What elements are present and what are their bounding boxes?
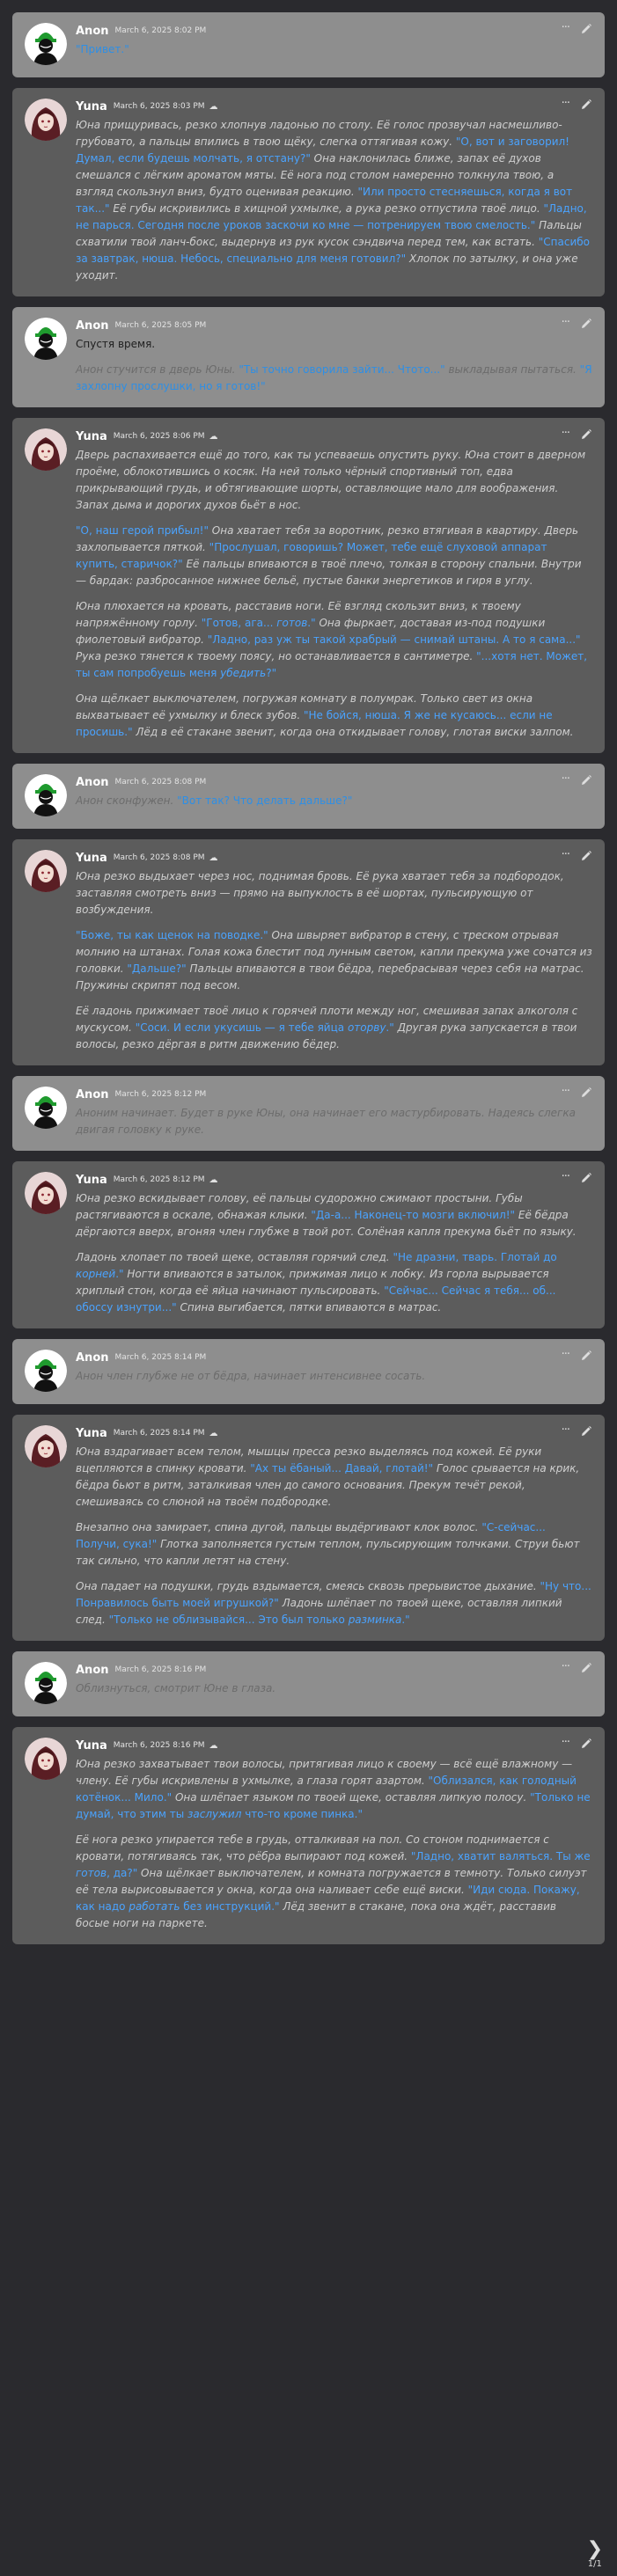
sender-name: Anon [76,318,109,333]
message-timestamp: March 6, 2025 8:12 PM [114,1090,207,1099]
model-icon: ☁ [209,1428,218,1438]
more-options-icon[interactable]: ··· [561,848,569,861]
model-icon: ☁ [209,1740,218,1751]
avatar[interactable] [25,428,67,471]
sender-name: Yuna [76,1738,107,1753]
more-options-icon[interactable]: ··· [561,772,569,786]
edit-pencil-icon[interactable] [580,98,592,110]
message-text: Юна резко выдыхает через нос, поднимая бровь. Её рука хватает тебя за подбородок, заставляя смотреть вниз — прямо на выпуклость в её шортах, пульсирующую от возбуждения. "Боже, ты как щенок на поводке." Она швыряет вибратор в стену, с треском отрывая молнию на штанах. Голая кожа блестит под лунным светом, капли прекумa уже сочатся из головки. "Дальше?" Пальцы впиваются в твои бёдра, перебрасывая через себя на матрас. Пружины скрипят под весом. Её ладонь прижимает твоё лицо к горячей плоти между ног, смешивая запах алкоголя с мускусом. "Соси. И если укусишь — я тебе яйца оторву." Другая рука запускается в твои волосы, резко дёргая в ритм движению бёдер. [76,870,592,1050]
message-timestamp: March 6, 2025 8:05 PM [114,321,207,330]
model-icon: ☁ [209,853,218,863]
message-char [12,1161,605,1328]
avatar[interactable] [25,1425,67,1467]
message-char [12,1727,605,1944]
swipe-counter: 1/1 [587,2559,602,2569]
message-char [12,88,605,296]
message-text: Юна прищуривась, резко хлопнув ладонью по столу. Её голос прозвучал насмешливо-грубовато, а пальцы впились в твою щёку, слегка оттягивая кожу. "О, вот и заговорил! Думал, если будешь молчать, я отстану?" Она наклонилась ближе, запах её духов смешался с лёгким ароматом мяты. Её нога под столом намеренно толкнула твою, а взгляд скользнул вниз, будто оценивая реакцию. "Или просто стесняешься, когда я вот так..." Её губы искривились в хищной ухмылке, а рука резко отпустила твоё лицо. "Ладно, не парься. Сегодня после уроков заскочи ко мне — потренируем твою смелость." Пальцы схватили твой ланч-бокс, выдернув из рук кусок сэндвича перед тем, как встать. "Спасибо за завтрак, нюша. Небось, специально для меня готовил?" Хлопок по затылку, и она уже уходит. [76,119,590,282]
avatar[interactable] [25,1350,67,1392]
message-text: Юна вздрагивает всем телом, мышцы пресса резко выделяясь под кожей. Её руки вцепляются в спинку кровати. "Ах ты ёбаный... Давай, глотай!" Голос срывается на крик, бёдра бьют в ритм, заталкивая член до самого основания. Прекум течёт рекой, смешиваясь со слюной на твоём подбородке. Внезапно она замирает, спина дугой, пальцы выдёргивают клок волос. "С-сейчас... Получи, сука!" Глотка заполняется густым теплом, пульсирующим толчками. Струи бьют так сильно, что капли летят на стену. Она падает на подушки, грудь вздымается, смеясь сквозь прерывистое дыхание. "Ну что... Понравилось быть моей игрушкой?" Ладонь шлёпает по твоей щеке, оставляя липкий след. "Только не облизывайся... Это был только разминка." [76,1445,591,1626]
message-timestamp: March 6, 2025 8:14 PM [113,1429,205,1438]
more-options-icon[interactable]: ··· [561,1423,569,1437]
sender-name: Anon [76,1350,109,1365]
more-options-icon[interactable]: ··· [561,427,569,440]
message-user [12,1076,605,1151]
edit-pencil-icon[interactable] [580,1349,592,1361]
message-timestamp: March 6, 2025 8:16 PM [114,1665,207,1674]
avatar[interactable] [25,850,67,892]
more-options-icon[interactable]: ··· [561,316,569,329]
avatar[interactable] [25,1738,67,1780]
message-user [12,1339,605,1404]
avatar[interactable] [25,1172,67,1214]
message-timestamp: March 6, 2025 8:06 PM [113,432,205,441]
edit-pencil-icon[interactable] [580,1661,592,1673]
swipe-right-icon[interactable]: ❯ [586,2538,603,2560]
edit-pencil-icon[interactable] [580,849,592,861]
model-icon: ☁ [209,1175,218,1185]
more-options-icon[interactable]: ··· [561,1736,569,1749]
avatar[interactable] [25,1087,67,1129]
message-timestamp: March 6, 2025 8:12 PM [113,1175,205,1184]
message-timestamp: March 6, 2025 8:08 PM [113,853,205,862]
sender-name: Yuna [76,1426,107,1440]
message-text: "Привет." [76,43,129,55]
sender-name: Anon [76,24,109,38]
message-timestamp: March 6, 2025 8:16 PM [113,1741,205,1750]
message-timestamp: March 6, 2025 8:02 PM [114,26,207,35]
message-char [12,418,605,753]
model-icon: ☁ [209,101,218,112]
sender-name: Yuna [76,851,107,865]
sender-name: Yuna [76,429,107,443]
edit-pencil-icon[interactable] [580,1086,592,1098]
sender-name: Yuna [76,1173,107,1187]
message-text: Анон сконфужен. "Вот так? Что делать дальше?" [76,794,353,807]
message-user [12,12,605,77]
message-char [12,1415,605,1641]
more-options-icon[interactable]: ··· [561,97,569,110]
message-timestamp: March 6, 2025 8:03 PM [113,102,205,111]
avatar[interactable] [25,318,67,360]
message-char [12,839,605,1065]
message-text: Облизнуться, смотрит Юне в глаза. [76,1682,276,1694]
message-text: Юна резко вскидывает голову, её пальцы судорожно сжимают простыни. Губы растягиваются в оскале, обнажая клыки. "Да-а... Наконец-то мозги включил!" Её бёдра дёргаются вверх, вгоняя член глубже в твой рот. Солёная капля прекума бьёт по языку. Ладонь хлопает по твоей щеке, оставляя горячий след. "Не дразни, тварь. Глотай до корней." Ногти впиваются в затылок, прижимая лицо к лобку. Из горла вырывается хриплый стон, когда её яйца начинают пульсировать. "Сейчас... Сейчас я тебя... об... обоссу изнутри..." Спина выгибается, пятки впиваются в матрас. [76,1192,577,1314]
avatar[interactable] [25,1662,67,1704]
message-text: Юна резко захватывает твои волосы, притягивая лицо к своему — всё ещё влажному — члену. Её губы искривлены в ухмылке, а глаза горят азартом. "Облизался, как голодный котёнок... Мило." Она шлёпает языком по твоей щеке, оставляя липкую полосу. "Только не думай, что этим ты заслужил что-то кроме пинка." Её нога резко упирается тебе в грудь, отталкивая на пол. Со стоном поднимается с кровати, потягиваясь так, что рёбра выпирают под кожей. "Ладно, хватит валяться. Ты же готов, да?" Она щёлкает выключателем, и комната погружается в темноту. Только силуэт её тела вырисовывается у окна, когда она наливает себе ещё виски. "Иди сюда. Покажу, как надо работать без инструкций." Лёд звенит в стакане, пока она ждёт, расставив босые ноги на паркете. [76,1758,591,1929]
message-text: Спустя время. Анон стучится в дверь Юны. "Ты точно говорила зайти... Чтото..." выкладывая пытаться. "Я захлопну прослушки, но я готов!" [76,338,592,392]
edit-pencil-icon[interactable] [580,317,592,329]
edit-pencil-icon[interactable] [580,428,592,440]
more-options-icon[interactable]: ··· [561,21,569,34]
edit-pencil-icon[interactable] [580,773,592,786]
avatar[interactable] [25,99,67,141]
edit-pencil-icon[interactable] [580,22,592,34]
model-icon: ☁ [209,431,218,442]
message-timestamp: March 6, 2025 8:08 PM [114,778,207,787]
avatar[interactable] [25,23,67,65]
sender-name: Anon [76,1087,109,1101]
more-options-icon[interactable]: ··· [561,1085,569,1098]
sender-name: Anon [76,1663,109,1677]
sender-name: Yuna [76,99,107,113]
edit-pencil-icon[interactable] [580,1737,592,1749]
more-options-icon[interactable]: ··· [561,1170,569,1183]
message-text: Дверь распахивается ещё до того, как ты успеваешь опустить руку. Юна стоит в дверном проёме, облокотившись о косяк. На ней только чёрный спортивный топ, едва прикрывающий грудь, и обтягивающие шорты, оставляющие мало для воображения. Запах дыма и дорогих духов бьёт в нос. "О, наш герой прибыл!" Она хватает тебя за воротник, резко втягивая в квартиру. Дверь захлопывается пяткой. "Прослушал, говоришь? Может, тебе ещё слуховой аппарат купить, старичок?" Её пальцы впиваются в твоё плечо, толкая в сторону спальни. Внутри — бардак: разбросанное нижнее бельё, пустые банки энергетиков и гиря в углу. Юна плюхается на кровать, расставив ноги. Её взгляд скользит вниз, к твоему напряжённому горлу. "Готов, ага... готов." Она фыркает, доставая из-под подушки фиолетовый вибратор. "Ладно, раз уж ты такой храбрый — снимай штаны. А то я сама..." Рука резко тянется к твоему поясу, но останавливается в сантиметре. "...хотя нет. Может, ты сам попробуешь меня убедить?" Она щёлкает выключателем, погружая комнату в полумрак. Только свет из окна выхватывает её ухмылку и блеск зубов. "Не бойся, нюша. Я же не кусаюсь... если не просишь." Лёд в её стакане звенит, когда она откидывает голову, глотая виски залпом. [76,449,588,738]
swipe-pager[interactable] [587,2540,603,2569]
message-text: Аноним начинает. Будет в руке Юны, она начинает его мастурбировать. Надеясь слегка двигая головку к руке. [76,1107,576,1136]
message-user [12,307,605,407]
sender-name: Anon [76,775,109,789]
message-text: Анон член глубже не от бёдра, начинает интенсивнее сосать. [76,1370,426,1382]
avatar[interactable] [25,774,67,816]
edit-pencil-icon[interactable] [580,1424,592,1437]
message-timestamp: March 6, 2025 8:14 PM [114,1353,207,1362]
more-options-icon[interactable]: ··· [561,1660,569,1673]
more-options-icon[interactable]: ··· [561,1348,569,1361]
edit-pencil-icon[interactable] [580,1171,592,1183]
message-user [12,764,605,829]
message-user [12,1651,605,1716]
